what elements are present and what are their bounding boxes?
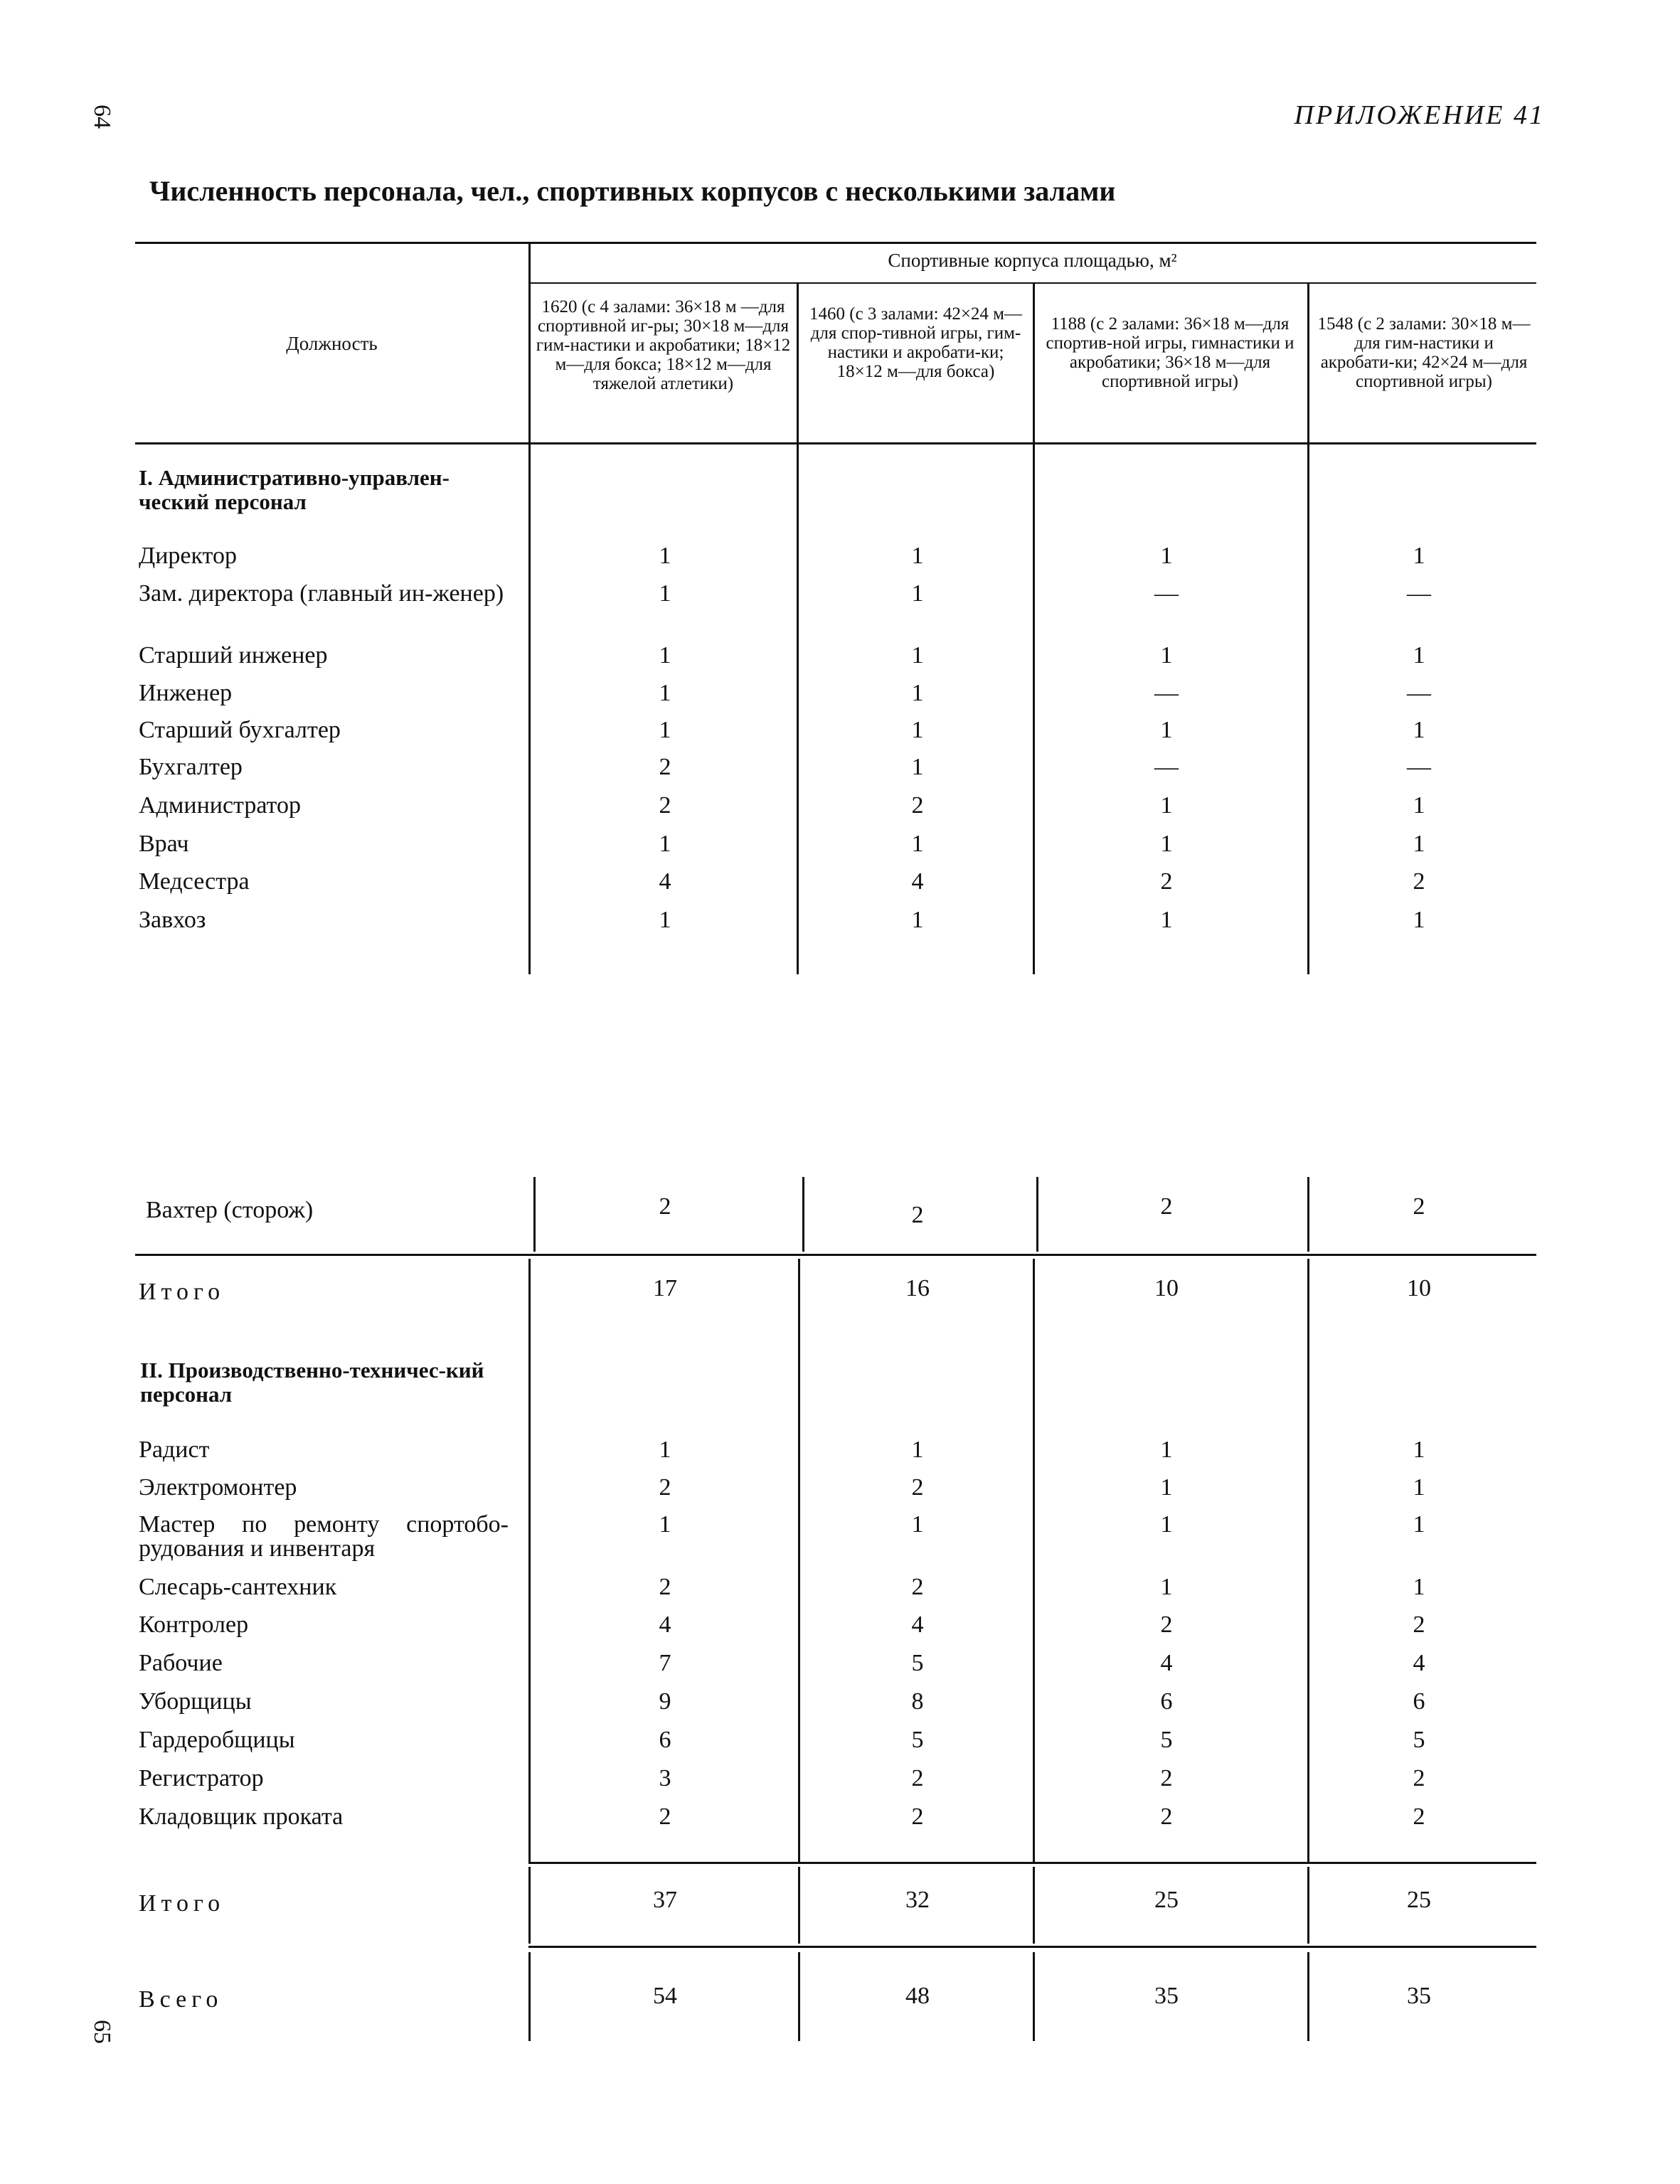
table-top-rule: [135, 242, 1536, 244]
column-header-1188: 1188 (с 2 залами: 36×18 м—для спортив-ной игры, гимнастики и акробатики; 36×18 м—для спортивной игры): [1046, 314, 1294, 391]
admin-row-value-col1: 1: [659, 907, 671, 933]
watchman-row-value-col1: 2: [659, 1193, 671, 1220]
tech-row-value-col4: 2: [1413, 1804, 1425, 1830]
admin-row-value-col1: 1: [659, 831, 671, 857]
admin-row-value-col2: 1: [911, 642, 924, 668]
total-1-row-value-col1: 17: [653, 1275, 677, 1301]
total-1-row-label: Итого: [139, 1279, 225, 1305]
admin-row-value-col2: 1: [911, 717, 924, 743]
admin-row-label: Администратор: [139, 792, 301, 819]
total-1-row-value-col3: 10: [1154, 1275, 1179, 1301]
tech-row-value-col4: 2: [1413, 1765, 1425, 1791]
tech-row-value-col2: 5: [911, 1727, 924, 1753]
tech-row-value-col1: 9: [659, 1688, 671, 1715]
page-number-bottom: 65: [89, 2020, 115, 2044]
body-divider-3: [1033, 1259, 1035, 1863]
grand-total-row-value-col1: 54: [653, 1983, 677, 2009]
watch-bottom-rule: [135, 1254, 1536, 1256]
admin-row-value-col1: 2: [659, 754, 671, 780]
total-divider-3: [1033, 1867, 1035, 1944]
col-divider-1: [528, 242, 531, 974]
page-title: Численность персонала, чел., спортивных корпусов с несколькими залами: [149, 175, 1116, 207]
col-divider-2: [797, 282, 799, 974]
col-divider-3: [1033, 282, 1035, 974]
tech-row-value-col1: 1: [659, 1511, 671, 1538]
grand-total-top-rule: [528, 1946, 1536, 1948]
watchman-row-label: Вахтер (сторож): [146, 1197, 314, 1223]
total-2-row-value-col2: 32: [905, 1887, 930, 1913]
watchman-row-value-col2: 2: [911, 1202, 924, 1228]
tech-row-value-col4: 6: [1413, 1688, 1425, 1715]
watch-divider-3: [1036, 1177, 1038, 1252]
tech-row-value-col4: 1: [1413, 1511, 1425, 1538]
admin-row-value-col3: —: [1154, 680, 1179, 706]
tech-row-label: Рабочие: [139, 1650, 223, 1676]
watch-divider-1: [533, 1177, 536, 1252]
tech-row-value-col2: 2: [911, 1804, 924, 1830]
tech-row-value-col3: 2: [1160, 1612, 1173, 1638]
column-header-1460: 1460 (с 3 залами: 42×24 м—для спор-тивной игры, гим-настики и акробати-ки; 18×12 м—для бокса): [809, 304, 1022, 381]
admin-row-value-col3: 1: [1160, 543, 1173, 569]
admin-row-label: Инженер: [139, 680, 233, 706]
tech-row-value-col2: 2: [911, 1474, 924, 1501]
tech-row-value-col4: 4: [1413, 1650, 1425, 1676]
total-2-row-label: Итого: [139, 1890, 225, 1917]
admin-row-value-col1: 1: [659, 717, 671, 743]
page-number-top: 64: [89, 105, 115, 129]
admin-row-label: Врач: [139, 831, 189, 857]
admin-row-value-col4: —: [1407, 680, 1431, 706]
total-2-row-value-col4: 25: [1407, 1887, 1431, 1913]
admin-row-value-col1: 1: [659, 680, 671, 706]
tech-row-label: Мастер по ремонту спортобо-рудования и инвентаря: [139, 1511, 509, 1562]
total-2-row-value-col3: 25: [1154, 1887, 1179, 1913]
admin-row-value-col2: 1: [911, 543, 924, 569]
grand-total-row-value-col2: 48: [905, 1983, 930, 2009]
admin-row-value-col2: 1: [911, 907, 924, 933]
grand-divider-2: [798, 1952, 800, 2041]
tech-row-value-col3: 2: [1160, 1765, 1173, 1791]
admin-row-label: Завхоз: [139, 907, 206, 933]
total-top-rule: [528, 1862, 1536, 1864]
header-bottom-rule: [135, 442, 1536, 444]
total-1-row-value-col4: 10: [1407, 1275, 1431, 1301]
tech-row-value-col3: 1: [1160, 1474, 1173, 1501]
admin-row-value-col4: 1: [1413, 831, 1425, 857]
watch-divider-4: [1307, 1177, 1309, 1252]
admin-row-value-col1: 2: [659, 792, 671, 819]
total-divider-2: [798, 1867, 800, 1944]
admin-row-label: Старший инженер: [139, 642, 328, 668]
grand-total-row-label: Всего: [139, 1986, 223, 2013]
tech-row-value-col3: 1: [1160, 1511, 1173, 1538]
tech-row-value-col1: 4: [659, 1612, 671, 1638]
admin-row-value-col2: 1: [911, 680, 924, 706]
tech-row-value-col2: 5: [911, 1650, 924, 1676]
grand-divider-4: [1307, 1952, 1309, 2041]
tech-row-value-col2: 2: [911, 1574, 924, 1600]
grand-total-row-value-col3: 35: [1154, 1983, 1179, 2009]
position-column-header: Должность: [286, 333, 378, 354]
admin-row-value-col2: 1: [911, 754, 924, 780]
total-2-row-value-col1: 37: [653, 1887, 677, 1913]
admin-row-value-col3: 1: [1160, 717, 1173, 743]
admin-row-value-col4: —: [1407, 580, 1431, 607]
tech-row-value-col3: 2: [1160, 1804, 1173, 1830]
admin-row-value-col3: 1: [1160, 642, 1173, 668]
tech-row-label: Слесарь-сантехник: [139, 1574, 337, 1600]
watchman-row-value-col3: 2: [1160, 1193, 1173, 1220]
grand-divider-3: [1033, 1952, 1035, 2041]
body-divider-4: [1307, 1259, 1309, 1863]
admin-row-label: Медсестра: [139, 868, 250, 895]
tech-row-value-col4: 2: [1413, 1612, 1425, 1638]
tech-row-value-col3: 1: [1160, 1437, 1173, 1463]
tech-row-value-col4: 1: [1413, 1474, 1425, 1501]
admin-row-value-col3: —: [1154, 754, 1179, 780]
group-column-header: Спортивные корпуса площадью, м²: [888, 250, 1177, 271]
admin-row-label: Зам. директора (главный ин-женер): [139, 580, 504, 607]
tech-row-value-col2: 1: [911, 1511, 924, 1538]
tech-row-value-col2: 8: [911, 1688, 924, 1715]
tech-row-value-col4: 1: [1413, 1574, 1425, 1600]
tech-row-value-col2: 2: [911, 1765, 924, 1791]
admin-row-value-col2: 2: [911, 792, 924, 819]
admin-row-value-col2: 1: [911, 580, 924, 607]
tech-row-label: Контролер: [139, 1612, 249, 1638]
admin-row-value-col3: —: [1154, 580, 1179, 607]
tech-row-value-col4: 1: [1413, 1437, 1425, 1463]
admin-row-value-col3: 1: [1160, 907, 1173, 933]
admin-row-value-col4: 1: [1413, 642, 1425, 668]
tech-row-label: Регистратор: [139, 1765, 264, 1791]
admin-row-value-col4: 1: [1413, 543, 1425, 569]
tech-row-value-col3: 1: [1160, 1574, 1173, 1600]
grand-total-row-value-col4: 35: [1407, 1983, 1431, 2009]
watchman-row-value-col4: 2: [1413, 1193, 1425, 1220]
section-2-title: II. Производственно-техничес-кий персонал: [140, 1358, 484, 1407]
admin-row-value-col3: 1: [1160, 831, 1173, 857]
tech-row-value-col1: 2: [659, 1474, 671, 1501]
column-header-1548: 1548 (с 2 залами: 30×18 м—для гим-настики и акробати-ки; 42×24 м—для спортивной игры): [1317, 314, 1531, 391]
tech-row-value-col1: 1: [659, 1437, 671, 1463]
admin-row-value-col2: 1: [911, 831, 924, 857]
admin-row-value-col1: 1: [659, 580, 671, 607]
tech-row-value-col1: 3: [659, 1765, 671, 1791]
total-1-row-value-col2: 16: [905, 1275, 930, 1301]
admin-row-value-col4: —: [1407, 754, 1431, 780]
admin-row-label: Директор: [139, 543, 237, 569]
admin-row-value-col2: 4: [911, 868, 924, 895]
tech-row-value-col2: 1: [911, 1437, 924, 1463]
section-1-title: I. Административно-управлен-ческий персонал: [139, 465, 450, 514]
tech-row-value-col2: 4: [911, 1612, 924, 1638]
admin-row-value-col1: 1: [659, 543, 671, 569]
tech-row-label: Уборщицы: [139, 1688, 252, 1715]
body-divider-2: [798, 1259, 800, 1863]
tech-row-value-col3: 5: [1160, 1727, 1173, 1753]
admin-row-label: Бухгалтер: [139, 754, 243, 780]
total-divider-1: [528, 1867, 531, 1944]
tech-row-label: Гардеробщицы: [139, 1727, 295, 1753]
admin-row-value-col1: 4: [659, 868, 671, 895]
col-divider-4: [1307, 282, 1309, 974]
appendix-label: ПРИЛОЖЕНИЕ 41: [1294, 100, 1545, 130]
tech-row-value-col1: 7: [659, 1650, 671, 1676]
tech-row-value-col1: 6: [659, 1727, 671, 1753]
tech-row-label: Электромонтер: [139, 1474, 297, 1501]
tech-row-label: Кладовщик проката: [139, 1804, 344, 1830]
admin-row-value-col4: 1: [1413, 792, 1425, 819]
watch-divider-2: [802, 1177, 804, 1252]
admin-row-value-col1: 1: [659, 642, 671, 668]
admin-row-value-col4: 1: [1413, 717, 1425, 743]
tech-row-value-col3: 4: [1160, 1650, 1173, 1676]
tech-row-value-col1: 2: [659, 1804, 671, 1830]
tech-row-value-col1: 2: [659, 1574, 671, 1600]
tech-row-value-col3: 6: [1160, 1688, 1173, 1715]
admin-row-value-col3: 1: [1160, 792, 1173, 819]
grand-divider-1: [528, 1952, 531, 2041]
admin-row-label: Старший бухгалтер: [139, 717, 341, 743]
tech-row-value-col4: 5: [1413, 1727, 1425, 1753]
admin-row-value-col4: 2: [1413, 868, 1425, 895]
column-header-1620: 1620 (с 4 залами: 36×18 м —для спортивной иг-ры; 30×18 м—для гим-настики и акробатики; 18×12 м—для бокса; 18×12 м—для тяжелой атлетики): [536, 297, 791, 393]
total-divider-4: [1307, 1867, 1309, 1944]
body-divider-1: [528, 1259, 531, 1863]
admin-row-value-col4: 1: [1413, 907, 1425, 933]
admin-row-value-col3: 2: [1160, 868, 1173, 895]
tech-row-label: Радист: [139, 1437, 210, 1463]
